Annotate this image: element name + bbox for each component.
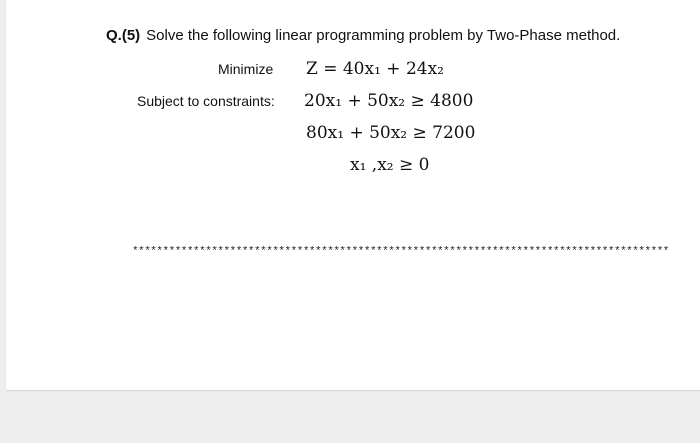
constraint-2: 80x₁ + 50x₂ ≥ 7200 (306, 123, 476, 143)
asterisk-separator: **************************************************************************************** (132, 246, 669, 258)
non-negativity-constraint: x₁ ,x₂ ≥ 0 (350, 155, 430, 175)
objective-label: Minimize (218, 61, 274, 77)
document-page (6, 0, 700, 391)
objective-function: Z = 40x₁ + 24x₂ (306, 59, 444, 79)
constraint-1: 20x₁ + 50x₂ ≥ 4800 (304, 91, 474, 111)
question-number: Q.(5) (106, 27, 141, 44)
constraints-label: Subject to constraints: (137, 93, 275, 109)
question-text: Solve the following linear programming problem by Two-Phase method. (146, 27, 621, 44)
question-line (106, 27, 620, 44)
